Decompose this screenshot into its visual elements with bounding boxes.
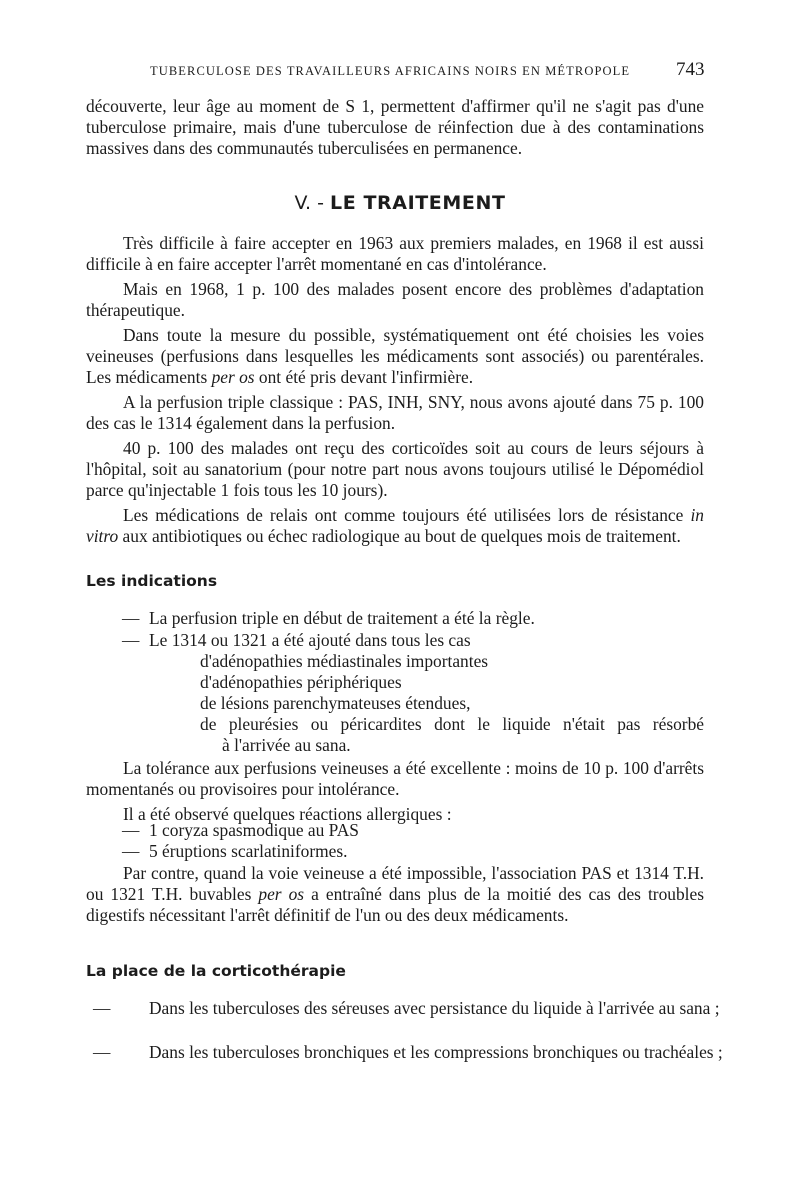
item-text: 5 éruptions scarlatiniformes. [149, 841, 348, 861]
italic-run: per os [211, 367, 255, 387]
running-title: TUBERCULOSE DES TRAVAILLEURS AFRICAINS NOIRS EN MÉTROPOLE [150, 64, 631, 78]
item-text: 1 coryza spasmodique au PAS [149, 820, 359, 840]
dash-marker: — [122, 608, 140, 628]
text-run: aux antibiotiques ou échec radiologique au bout de quelques mois de traitement. [118, 526, 681, 546]
text-run: a entraîné dans plus de la moitié des cas des troubles digestifs nécessitant l'arrêt définitif de l'un ou des deux médicaments. [86, 884, 704, 925]
italic-run: per os [258, 884, 305, 904]
allergy-item-2 [122, 841, 704, 862]
indications-heading: Les indications [86, 572, 218, 590]
text-run: ont été pris devant l'infirmière. [254, 367, 474, 387]
text-run: Dans toute la mesure du possible, systématiquement ont été choisies les voies veineuses (perfusions dans lesquelles les médicaments sont associés) ou parentérales. Les médicaments [86, 325, 704, 387]
section-number: V. - [294, 192, 324, 214]
allergy-intro: Il a été observé quelques réactions allergiques : [123, 804, 452, 824]
case-line-continued: à l'arrivée au sana. [222, 735, 351, 755]
section-heading: LE TRAITEMENT [329, 192, 506, 214]
intro-block [86, 96, 704, 163]
item-text: Dans les tuberculoses des séreuses avec persistance du liquide à l'arrivée au sana ; [149, 998, 720, 1018]
treatment-paragraph-4: A la perfusion triple classique : PAS, INH, SNY, nous avons ajouté dans 75 p. 100 des cas le 1314 également dans la perfusion. [86, 392, 704, 433]
case-line: d'adénopathies médiastinales importantes [200, 651, 489, 671]
text-run: Les médications de relais ont comme toujours été utilisées lors de résistance [123, 505, 691, 525]
italic-run: in vitro [86, 505, 704, 546]
treatment-paragraph-6 [86, 505, 704, 547]
contra-paragraph [86, 863, 704, 926]
dash-marker: — [122, 820, 140, 840]
tolerance-paragraph: La tolérance aux perfusions veineuses a été excellente : moins de 10 p. 100 d'arrêts momentanés ou provisoires pour intolérance. [86, 758, 704, 799]
section-title [0, 192, 800, 214]
dash-marker: — [122, 630, 140, 650]
treatment-block [86, 233, 704, 551]
treatment-paragraph-3 [86, 325, 704, 388]
page-number: 743 [676, 59, 705, 80]
allergy-item-1 [122, 820, 704, 841]
dash-marker: — [122, 841, 140, 861]
intro-paragraph: découverte, leur âge au moment de S 1, permettent d'affirmer qu'il ne s'agit pas d'une tuberculose primaire, mais d'une tuberculose de réinfection due à des contaminations massives dans des communautés tuberculisées en permanence. [86, 96, 704, 158]
cortico-item-1 [93, 998, 733, 1019]
case-line: d'adénopathies périphériques [200, 672, 402, 692]
treatment-paragraph-2: Mais en 1968, 1 p. 100 des malades posent encore des problèmes d'adaptation thérapeutique. [86, 279, 704, 320]
tolerance-block [86, 758, 704, 829]
item-text: La perfusion triple en début de traitement a été la règle. [149, 608, 535, 628]
indication-item-1 [122, 608, 704, 629]
dash-marker: — [93, 998, 111, 1018]
item-text: Dans les tuberculoses bronchiques et les compressions bronchiques ou trachéales ; [149, 1042, 723, 1062]
corticotherapy-heading: La place de la corticothérapie [86, 962, 346, 980]
item-text: Le 1314 ou 1321 a été ajouté dans tous les cas [149, 630, 471, 650]
treatment-paragraph-5: 40 p. 100 des malades ont reçu des corticoïdes soit au cours de leurs séjours à l'hôpital, soit au sanatorium (pour notre part nous avons toujours utilisé le Dépomédiol parce qu'injectable 1 fois tous les 10 jours). [86, 438, 704, 500]
text-run: Par contre, quand la voie veineuse a été impossible, l'association PAS et 1314 T.H. ou 1321 T.H. buvables [86, 863, 704, 904]
treatment-paragraph-1: Très difficile à faire accepter en 1963 aux premiers malades, en 1968 il est aussi difficile à en faire accepter l'arrêt momentané en cas d'intolérance. [86, 233, 704, 274]
contra-block [86, 863, 704, 930]
case-line: de lésions parenchymateuses étendues, [200, 693, 471, 713]
dash-marker: — [93, 1042, 111, 1062]
case-line: de pleurésies ou péricardites dont le liquide n'était pas résorbé [200, 714, 704, 734]
cortico-item-2 [93, 1042, 733, 1063]
indication-item-2 [122, 630, 704, 651]
